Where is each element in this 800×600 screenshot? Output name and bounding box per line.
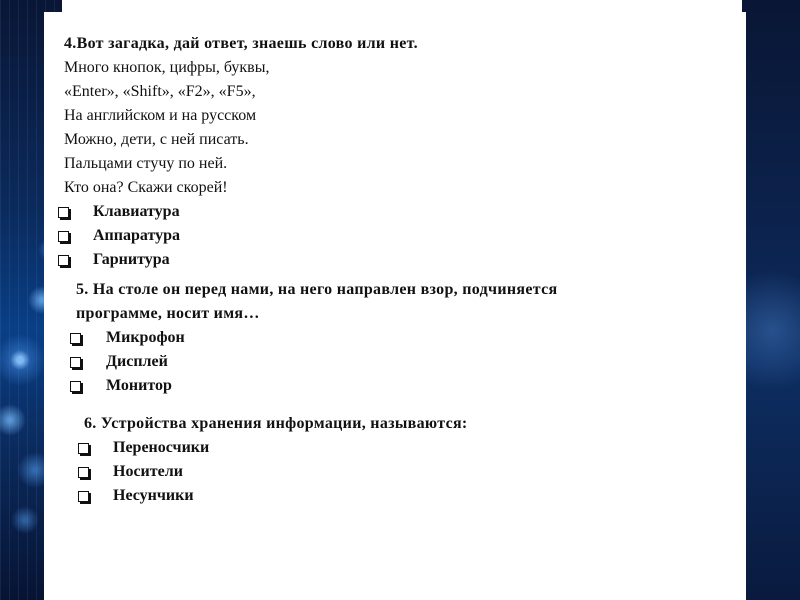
q4-riddle-line: Кто она? Скажи скорей! [64,179,228,196]
decorative-tech-background-right [742,0,800,600]
checkbox-icon[interactable] [78,443,89,454]
q4-riddle-line: «Enter», «Shift», «F2», «F5», [64,83,256,100]
checkbox-icon[interactable] [58,255,69,266]
checkbox-icon[interactable] [58,207,69,218]
checkbox-icon[interactable] [78,467,89,478]
q4-riddle-line: На английском и на русском [64,107,257,124]
checkbox-icon[interactable] [70,381,81,392]
q4-riddle-line: Много кнопок, цифры, буквы, [64,59,270,76]
checkbox-icon[interactable] [70,357,81,368]
option-label: Переносчики [113,439,210,456]
content-panel [44,12,746,600]
q5-heading-line1: 5. На столе он перед нами, на него направлен взор, подчиняется [76,281,558,298]
checkbox-icon[interactable] [78,491,89,502]
option-label: Дисплей [106,353,168,370]
option-label: Микрофон [106,329,185,346]
option-label: Монитор [106,377,172,394]
q4-riddle-line: Пальцами стучу по ней. [64,155,228,172]
q4-heading: 4.Вот загадка, дай ответ, знаешь слово или нет. [64,35,418,52]
option-label: Несунчики [113,487,194,504]
q6-heading: 6. Устройства хранения информации, называются: [84,415,468,432]
option-label: Клавиатура [93,203,180,220]
q4-riddle-line: Можно, дети, с ней писать. [64,131,249,148]
checkbox-icon[interactable] [70,333,81,344]
q5-heading-line2: программе, носит имя… [76,305,260,322]
option-label: Гарнитура [93,251,170,268]
option-label: Носители [113,463,183,480]
checkbox-icon[interactable] [58,231,69,242]
option-label: Аппаратура [93,227,181,244]
